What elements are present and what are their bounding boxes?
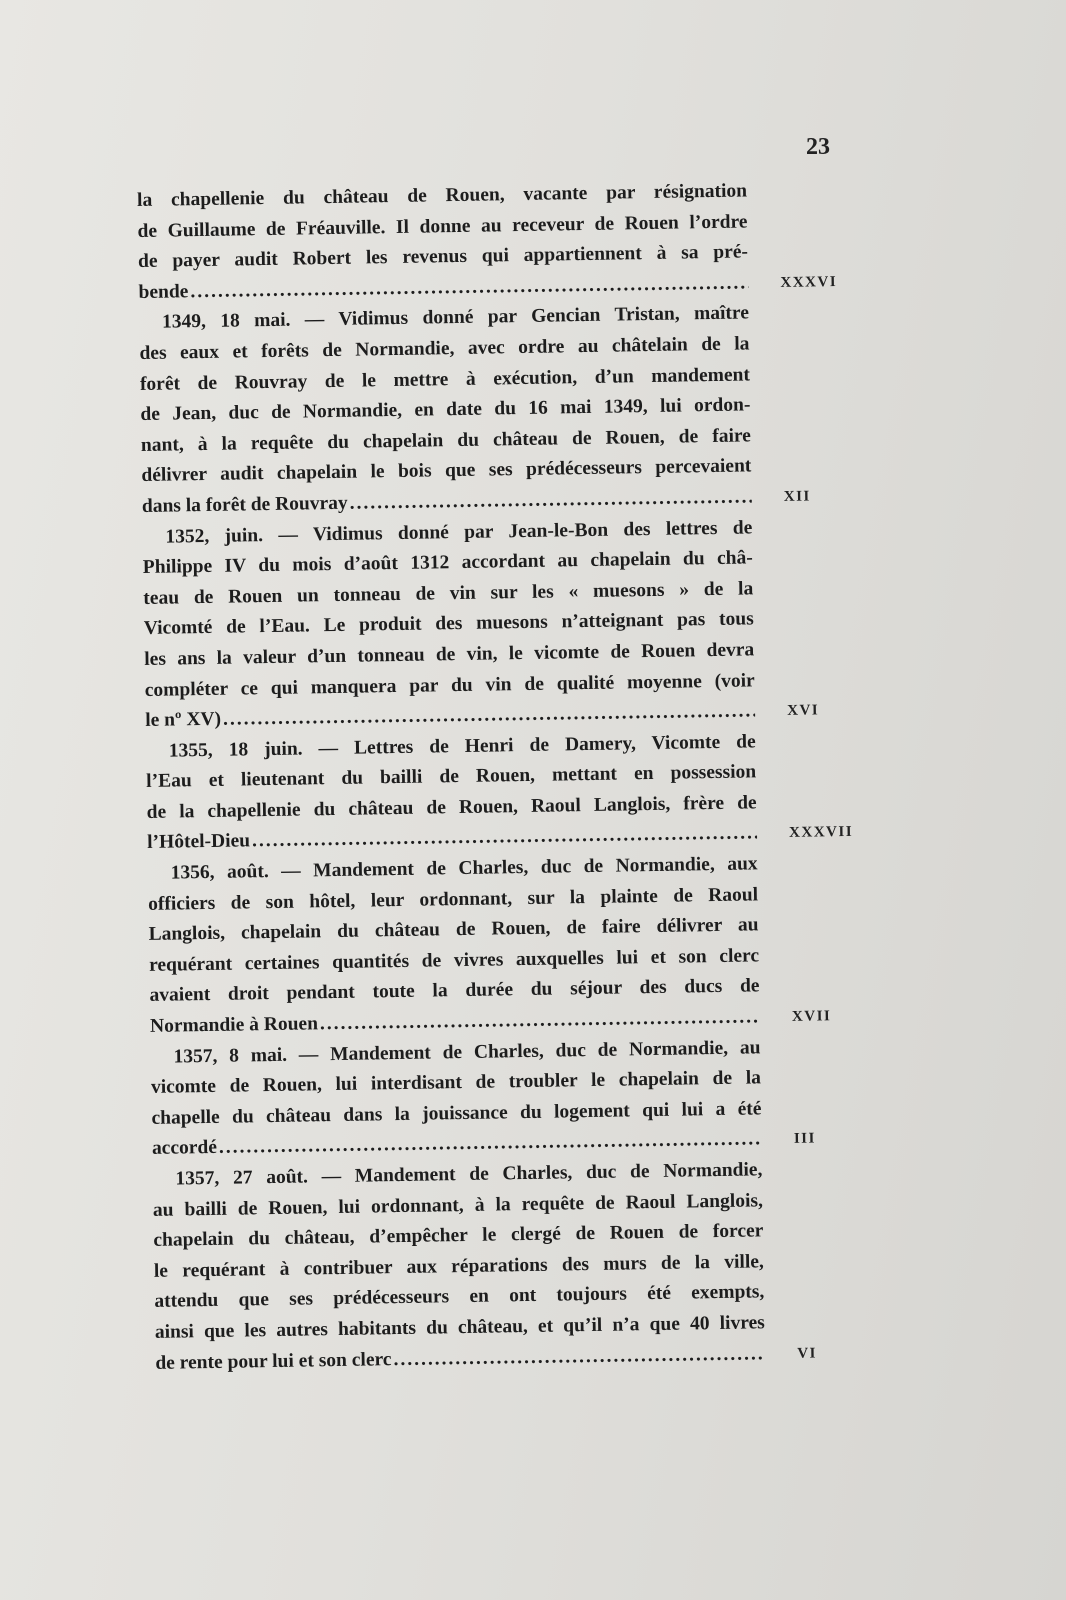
entry-text: 1349, 18 mai. — Vidimus donné par Gencian Tristan, maître <box>161 302 750 334</box>
entry-text: au bailli de Rouen, lui ordonnant, à la requête de Raoul Langlois, <box>152 1189 764 1221</box>
entry-text: de payer audit Robert les revenus qui appartiennent à sa pré- <box>137 241 749 273</box>
entry-text: le requérant à contribuer aux réparations des murs de la ville, <box>153 1251 764 1282</box>
document-entry <box>10 1028 1066 1167</box>
entry-text: 1357, 27 août. — Mandement de Charles, duc de Normandie, <box>175 1159 763 1190</box>
entry-text: Langlois, chapelain du château de Rouen, de faire délivrer au <box>148 914 759 946</box>
document-reference-number: XII <box>783 488 811 505</box>
document-entry <box>12 1150 1066 1381</box>
entry-text: avaient droit pendant toute la durée du séjour des ducs de <box>149 975 760 1007</box>
entry-text: 1356, août. — Mandement de Charles, duc de Normandie, aux <box>170 853 758 884</box>
entry-text: les ans la valeur d’un tonneau de vin, le vicomte de Rouen devra <box>144 639 755 670</box>
entry-text: ainsi que les autres habitants du château, et qu’il n’a que 40 livres <box>154 1312 765 1343</box>
document-reference-number: XVII <box>791 1008 832 1025</box>
entry-text: de Guillaume de Fréauville. Il donne au receveur de Rouen l’ordre <box>137 211 748 242</box>
dot-leader <box>391 1339 765 1375</box>
entry-text: nant, à la requête du chapelain du château de Rouen, de faire <box>140 425 752 456</box>
entry-text: chapelain du château, d’empêcher le clergé de Rouen de forcer <box>153 1220 764 1252</box>
entry-text: le nº XV) <box>145 708 222 732</box>
entry-text: officiers de son hôtel, leur ordonnant, sur la plainte de Raoul <box>147 884 759 915</box>
document-reference-number: VI <box>797 1345 818 1362</box>
entry-text: forêt de Rouvray de le mettre à exécution, d’un mandement <box>139 363 751 395</box>
entry-text: 1352, juin. — Vidimus donné par Jean-le-Bon des lettres de <box>165 516 753 548</box>
entry-text: 1357, 8 mai. — Mandement de Charles, duc de Normandie, au <box>173 1036 761 1068</box>
document-reference-number: III <box>793 1130 817 1148</box>
entry-text: Normandie à Rouen <box>149 1013 319 1037</box>
entry-text: des eaux et forêts de Normandie, avec ordre au châtelain de la <box>139 333 750 364</box>
document-entry <box>6 722 1066 861</box>
entry-text: chapelle du château dans la jouissance du logement qui lui a été <box>151 1098 762 1129</box>
entry-text: compléter ce qui manquera par du vin de qualité moyenne (voir <box>144 669 755 701</box>
entry-text: accordé <box>151 1137 218 1160</box>
entry-text: de Jean, duc de Normandie, en date du 16 mai 1349, lui ordon- <box>140 394 751 426</box>
document-reference-number: XXXVI <box>780 273 838 291</box>
document-reference-number: XXXVII <box>788 824 854 842</box>
entry-text: de rente pour lui et son clerc <box>155 1348 392 1374</box>
document-entry <box>2 508 1066 739</box>
entry-text: de la chapellenie du château de Rouen, Raoul Langlois, frère de <box>146 792 757 823</box>
entry-text: teau de Rouen un tonneau de vin sur les « muesons » de la <box>143 578 754 609</box>
document-entry <box>7 844 1066 1044</box>
document-entry <box>0 171 1065 310</box>
entry-text: Vicomté de l’Eau. Le produit des muesons n’atteignant pas tous <box>143 608 754 640</box>
entry-text: l’Eau et lieutenant du bailli de Rouen, mettant en possession <box>146 761 757 793</box>
page-number: 23 <box>806 134 830 160</box>
entry-text: 1355, 18 juin. — Lettres de Henri de Damery, Vicomte de <box>168 731 756 762</box>
entry-text: attendu que ses prédécesseurs en ont toujours été exempts, <box>154 1281 765 1313</box>
entry-text: la chapellenie du château de Rouen, vacante par résignation <box>136 180 748 212</box>
table-of-documents <box>0 171 1066 1381</box>
entry-text: vicomte de Rouen, lui interdisant de troubler le chapelain de la <box>150 1067 762 1099</box>
entry-text: délivrer audit chapelain le bois que ses prédécesseurs percevaient <box>141 455 752 487</box>
entry-text: dans la forêt de Rouvray <box>141 492 348 517</box>
document-reference-number: XVI <box>787 702 820 719</box>
document-entry <box>0 294 1066 525</box>
entry-text: requérant certaines quantités de vivres auxquelles lui et son clerc <box>148 945 760 976</box>
entry-text: l’Hôtel-Dieu <box>147 830 251 854</box>
entry-text: Philippe IV du mois d’août 1312 accordant au chapelain du châ- <box>142 547 753 579</box>
entry-text: bende <box>138 281 189 303</box>
